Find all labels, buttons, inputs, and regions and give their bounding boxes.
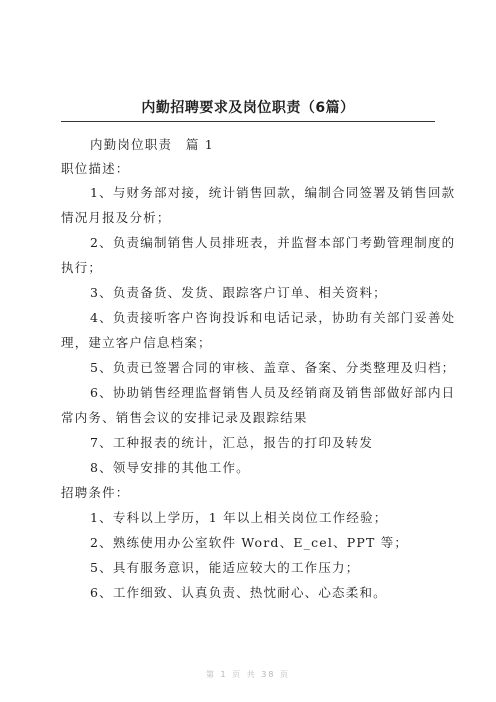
duty-line: 6、协助销售经理监督销售人员及经销商及销售部做好部内日 [90, 385, 456, 400]
document-title: 内勤招聘要求及岗位职责（6篇） [141, 100, 355, 116]
duty-line: 情况月报及分析； [61, 210, 171, 225]
title-divider [61, 121, 435, 122]
duty-line: 8、领导安排的其他工作。 [90, 460, 250, 475]
duty-line: 5、负责已签署合同的审核、盖章、备案、分类整理及归档； [90, 360, 456, 375]
duty-line: 2、负责编制销售人员排班表，并监督本部门考勤管理制度的 [90, 235, 456, 250]
requirement-line: 5、具有服务意识，能适应较大的工作压力； [90, 560, 360, 575]
requirement-line: 1、专科以上学历，1 年以上相关岗位工作经验； [90, 510, 388, 525]
duty-line: 7、工种报表的统计，汇总，报告的打印及转发 [90, 435, 374, 450]
duty-line: 1、与财务部对接，统计销售回款，编制合同签署及销售回款 [90, 185, 456, 200]
section-subtitle: 内勤岗位职责 篇 1 [90, 137, 214, 152]
duty-line: 理，建立客户信息档案； [61, 335, 212, 350]
duty-line: 执行； [61, 260, 103, 275]
duty-line: 3、负责备货、发货、跟踪客户订单、相关资料； [90, 285, 387, 300]
page-footer: 第 1 页 共 38 页 [206, 670, 290, 679]
section-heading-requirements: 招聘条件： [61, 485, 130, 500]
duty-line: 常内务、销售会议的安排记录及跟踪结果 [61, 410, 308, 425]
requirement-line: 6、工作细致、认真负责、热忱耐心、心态柔和。 [90, 585, 387, 600]
requirement-line: 2、熟练使用办公室软件 Word、E_cel、PPT 等； [90, 535, 409, 550]
section-heading-duties: 职位描述： [61, 161, 130, 176]
duty-line: 4、负责接听客户咨询投诉和电话记录，协助有关部门妥善处 [90, 310, 456, 325]
